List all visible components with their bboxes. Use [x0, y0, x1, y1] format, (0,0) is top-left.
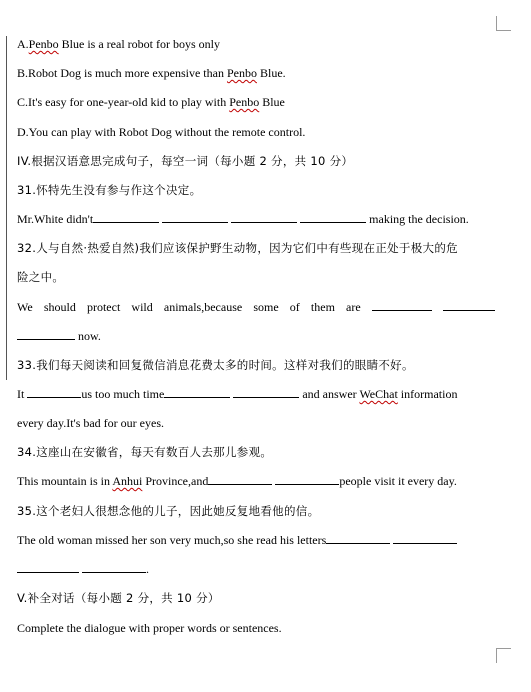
answer-blank[interactable] — [275, 474, 339, 485]
q35-chinese: 35.这个老妇人很想念他的儿子，因此她反复地看他的信。 — [17, 504, 320, 518]
section-iv-heading: IV.根据汉语意思完成句子，每空一词（每小题 2 分，共 10 分） — [17, 154, 354, 168]
section-v-instruction: Complete the dialogue with proper words or sentences. — [17, 621, 282, 635]
spellcheck-word: Anhui — [112, 474, 143, 488]
answer-blank[interactable] — [162, 212, 228, 223]
q34-english: This mountain is in Anhui Province,and people visit it every day. — [17, 474, 457, 488]
q32-chinese-line2: 险之中。 — [17, 270, 65, 284]
q35-english-line1: The old woman missed her son very much,so she read his letters — [17, 533, 457, 547]
answer-blank[interactable] — [164, 387, 230, 398]
option-a: A.Penbo Blue is a real robot for boys only — [17, 37, 220, 51]
spellcheck-word: Penbo — [226, 66, 257, 80]
q33-english-line2: every day.It's bad for our eyes. — [17, 416, 164, 430]
answer-blank[interactable] — [326, 533, 390, 544]
q31-english: Mr.White didn't making the decision. — [17, 212, 469, 226]
answer-blank[interactable] — [17, 329, 75, 340]
option-c: C.It's easy for one-year-old kid to play with Penbo Blue — [17, 95, 285, 109]
revision-change-bar — [6, 36, 7, 380]
page-corner-mark-top — [496, 16, 511, 31]
q33-chinese: 33.我们每天阅读和回复微信消息花费太多的时间。这样对我们的眼睛不好。 — [17, 358, 414, 372]
q35-english-line2: . — [17, 562, 149, 576]
answer-blank[interactable] — [372, 300, 432, 311]
answer-blank[interactable] — [17, 562, 79, 573]
answer-blank[interactable] — [27, 387, 81, 398]
answer-blank[interactable] — [231, 212, 297, 223]
q34-chinese: 34.这座山在安徽省，每天有数百人去那儿参观。 — [17, 445, 273, 459]
answer-blank[interactable] — [233, 387, 299, 398]
q32-english-line2: now. — [17, 329, 101, 343]
page-corner-mark-bottom — [496, 648, 511, 663]
answer-blank[interactable] — [443, 300, 495, 311]
option-b: B.Robot Dog is much more expensive than Penbo Blue. — [17, 66, 286, 80]
option-d: D.You can play with Robot Dog without the remote control. — [17, 125, 306, 139]
answer-blank[interactable] — [208, 474, 272, 485]
q33-english-line1: It us too much time and answer WeChat information — [17, 387, 458, 401]
answer-blank[interactable] — [93, 212, 159, 223]
spellcheck-word: Penbo — [229, 95, 260, 109]
answer-blank[interactable] — [300, 212, 366, 223]
spellcheck-word: WeChat — [359, 387, 398, 401]
spellcheck-word: Penbo — [28, 37, 59, 51]
q32-chinese-line1: 32.人与自然·热爱自然)我们应该保护野生动物，因为它们中有些现在正处于极大的危 — [17, 241, 458, 255]
section-v-heading: V.补全对话（每小题 2 分，共 10 分） — [17, 591, 220, 605]
q31-chinese: 31.怀特先生没有参与作这个决定。 — [17, 183, 202, 197]
answer-blank[interactable] — [82, 562, 146, 573]
q32-english-line1: We should protect wild animals,because some of them are — [17, 300, 495, 314]
answer-blank[interactable] — [393, 533, 457, 544]
